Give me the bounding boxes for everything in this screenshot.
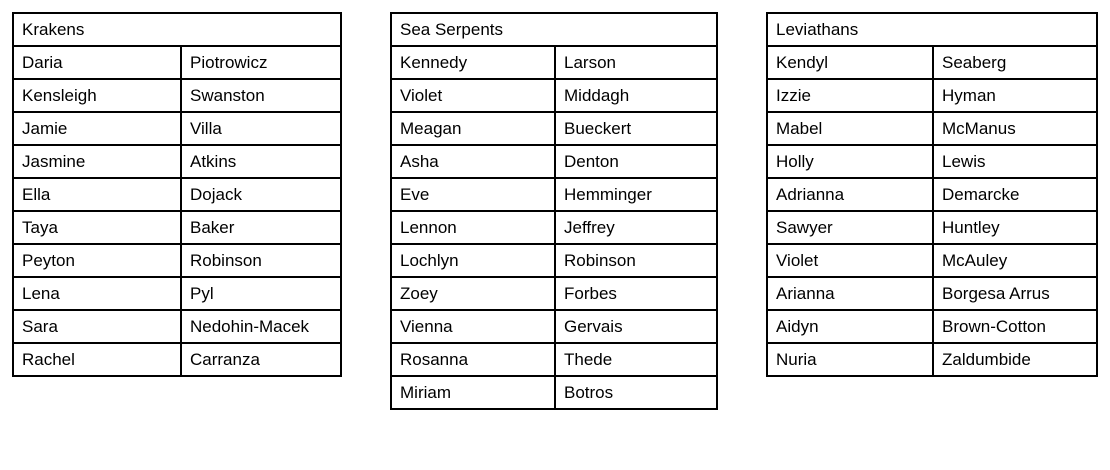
player-last-name: Villa <box>181 112 341 145</box>
player-last-name: Robinson <box>181 244 341 277</box>
player-last-name: Huntley <box>933 211 1097 244</box>
player-first-name: Violet <box>391 79 555 112</box>
table-row <box>391 244 717 277</box>
table-row <box>767 112 1097 145</box>
table-row <box>13 112 341 145</box>
player-last-name: Zaldumbide <box>933 343 1097 376</box>
table-header-row <box>13 13 341 46</box>
player-first-name: Adrianna <box>767 178 933 211</box>
player-last-name: Seaberg <box>933 46 1097 79</box>
team-title-sea-serpents: Sea Serpents <box>391 13 717 46</box>
player-first-name: Lennon <box>391 211 555 244</box>
table-row <box>767 79 1097 112</box>
table-row <box>767 145 1097 178</box>
player-last-name: Swanston <box>181 79 341 112</box>
table-row <box>391 277 717 310</box>
table-row <box>13 310 341 343</box>
table-row <box>13 178 341 211</box>
table-row <box>13 211 341 244</box>
player-last-name: Forbes <box>555 277 717 310</box>
player-last-name: Nedohin-Macek <box>181 310 341 343</box>
player-first-name: Aidyn <box>767 310 933 343</box>
player-first-name: Ella <box>13 178 181 211</box>
player-first-name: Jamie <box>13 112 181 145</box>
table-header-row <box>767 13 1097 46</box>
player-last-name: Piotrowicz <box>181 46 341 79</box>
table-row <box>13 79 341 112</box>
table-row <box>13 244 341 277</box>
table-row <box>767 343 1097 376</box>
table-row <box>13 343 341 376</box>
player-first-name: Peyton <box>13 244 181 277</box>
player-first-name: Mabel <box>767 112 933 145</box>
player-last-name: Dojack <box>181 178 341 211</box>
table-row <box>767 46 1097 79</box>
player-last-name: Bueckert <box>555 112 717 145</box>
player-first-name: Zoey <box>391 277 555 310</box>
table-row <box>13 145 341 178</box>
player-last-name: Middagh <box>555 79 717 112</box>
table-row <box>767 244 1097 277</box>
player-first-name: Violet <box>767 244 933 277</box>
table-row <box>391 178 717 211</box>
player-first-name: Vienna <box>391 310 555 343</box>
player-first-name: Nuria <box>767 343 933 376</box>
team-title-krakens: Krakens <box>13 13 341 46</box>
player-last-name: McManus <box>933 112 1097 145</box>
player-last-name: McAuley <box>933 244 1097 277</box>
player-first-name: Meagan <box>391 112 555 145</box>
team-table-leviathans <box>766 12 1098 377</box>
player-last-name: Larson <box>555 46 717 79</box>
table-row <box>391 112 717 145</box>
table-header-row <box>391 13 717 46</box>
player-last-name: Hemminger <box>555 178 717 211</box>
player-first-name: Daria <box>13 46 181 79</box>
table-row <box>767 178 1097 211</box>
player-last-name: Denton <box>555 145 717 178</box>
player-first-name: Asha <box>391 145 555 178</box>
table-row <box>391 211 717 244</box>
player-first-name: Kendyl <box>767 46 933 79</box>
player-first-name: Eve <box>391 178 555 211</box>
table-row <box>767 211 1097 244</box>
player-last-name: Carranza <box>181 343 341 376</box>
team-table-krakens <box>12 12 342 377</box>
table-row <box>13 46 341 79</box>
player-last-name: Brown-Cotton <box>933 310 1097 343</box>
player-first-name: Kennedy <box>391 46 555 79</box>
player-first-name: Jasmine <box>13 145 181 178</box>
player-last-name: Jeffrey <box>555 211 717 244</box>
table-row <box>391 376 717 409</box>
player-first-name: Sara <box>13 310 181 343</box>
player-last-name: Lewis <box>933 145 1097 178</box>
player-last-name: Baker <box>181 211 341 244</box>
table-row <box>391 310 717 343</box>
table-row <box>391 46 717 79</box>
player-last-name: Thede <box>555 343 717 376</box>
player-first-name: Lena <box>13 277 181 310</box>
player-last-name: Gervais <box>555 310 717 343</box>
player-first-name: Taya <box>13 211 181 244</box>
team-table-sea-serpents <box>390 12 718 410</box>
player-first-name: Holly <box>767 145 933 178</box>
player-last-name: Hyman <box>933 79 1097 112</box>
player-first-name: Miriam <box>391 376 555 409</box>
table-row <box>391 79 717 112</box>
player-last-name: Botros <box>555 376 717 409</box>
table-row <box>767 277 1097 310</box>
table-row <box>391 343 717 376</box>
table-row <box>13 277 341 310</box>
table-row <box>391 145 717 178</box>
player-first-name: Arianna <box>767 277 933 310</box>
player-last-name: Atkins <box>181 145 341 178</box>
player-first-name: Rachel <box>13 343 181 376</box>
team-title-leviathans: Leviathans <box>767 13 1097 46</box>
player-last-name: Pyl <box>181 277 341 310</box>
table-row <box>767 310 1097 343</box>
player-last-name: Demarcke <box>933 178 1097 211</box>
player-last-name: Robinson <box>555 244 717 277</box>
player-first-name: Izzie <box>767 79 933 112</box>
player-first-name: Kensleigh <box>13 79 181 112</box>
player-first-name: Sawyer <box>767 211 933 244</box>
player-first-name: Rosanna <box>391 343 555 376</box>
player-first-name: Lochlyn <box>391 244 555 277</box>
player-last-name: Borgesa Arrus <box>933 277 1097 310</box>
